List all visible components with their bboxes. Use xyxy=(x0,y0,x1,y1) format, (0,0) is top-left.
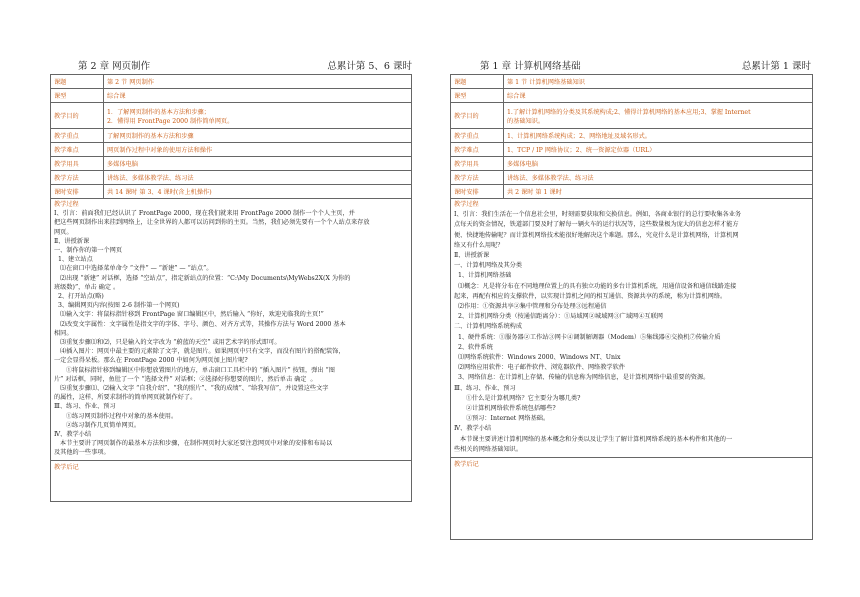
left-header xyxy=(50,58,412,74)
process-line: 1、计算机网络基础 xyxy=(454,272,512,280)
row-label: 教学方法 xyxy=(451,171,504,185)
row-value: 第 1 节 计算机网络基础知识 xyxy=(504,75,813,89)
objective-line: 1.了解计算机网络的分类及其系统构成;2、懂得计算机网络的基本应用;3、掌握 Internet xyxy=(507,108,751,116)
process-line: 2、计算机网络分类（按通信距离分）：①局域网②城域网③广域网④互联网 xyxy=(454,313,663,321)
right-teaching-records xyxy=(450,458,813,540)
row-label: 教学方法 xyxy=(51,171,104,185)
right-teaching-process xyxy=(450,199,813,458)
process-line: Ⅱ、讲授新课 xyxy=(454,252,490,260)
process-line: ⑸重复步骤⑴、⑵输入文字 “自我介绍”、“我的照片”、“我的成绩”、“给我写信”，并设置这些文字 xyxy=(54,385,329,393)
process-line: ⑵改变文字属性：文字属性是指文字的字体、字号、颜色、对齐方式等，其操作方法与 Word 2000 基本 xyxy=(54,320,346,328)
row-value: 网页制作过程中对象的使用方法和操作 xyxy=(104,143,412,157)
process-line: 本节课主要讲述计算机网络的基本概念和分类以及让学生了解计算机网络系统的基本构件和其他的一 xyxy=(454,435,733,443)
process-line: 点每天的资金情况，铁道部门要及时了解每一辆火车的运行状况等，这些数量极为庞大的信息怎样才能方 xyxy=(454,221,739,229)
process-title: 教学过程 xyxy=(54,201,79,208)
process-line: ⑴输入文字：将鼠标指针移到 FrontPage 窗口编辑区中，然后输入 “你好，欢迎光临我的主页!” xyxy=(54,311,324,319)
row-value: 1、计算机网络系统构成；2、网络地址及域名形式。 xyxy=(504,129,813,143)
process-line: ⑵作用：①资源共享②集中管理和分布处理③远程通信 xyxy=(454,303,607,311)
process-line: Ⅰ、引言：前面我们已经认识了 FrontPage 2000，现在我们就来用 FrontPage 2000 制作一个个人主页，并 xyxy=(54,210,355,218)
left-lesson-plan xyxy=(50,0,412,502)
process-line: Ⅳ、教学小结 xyxy=(54,431,92,439)
process-line: 起来，再配有相应的支撑软件，以实现计算机之间的相互通信、资源共享的系统，称为计算机网络。 xyxy=(454,292,727,300)
right-chapter-title: 第 1 章 计算机网络基础 xyxy=(480,61,581,72)
row-value: 共 2 课时 第 1 课时 xyxy=(504,185,813,199)
process-line: 便、快捷地传输呢？而计算机网络技术能很好地解决这个难题。那么，究竟什么是计算机网络，计算机网 xyxy=(454,231,739,239)
process-title: 教学过程 xyxy=(454,201,479,208)
process-line: Ⅳ、教学小结 xyxy=(454,425,492,433)
row-label: 教学难点 xyxy=(51,143,104,157)
process-line: 的属性，这样，所要求制作的简单网页就制作好了。 xyxy=(54,394,197,402)
process-line: 片” 对话框，同时，鱼肚了一个 “选择文件” 对话框；②选择好你想要的图片，然后单击 确定 。 xyxy=(54,375,317,383)
row-value: 第 2 节 网页制作 xyxy=(104,75,412,89)
process-line: 络又有什么用呢？ xyxy=(454,241,504,249)
left-info-table xyxy=(50,74,412,199)
process-line: ①将鼠标指针移到编辑区中你想放置图片的地方，单击窗口工具栏中的 “插入图片” 按钮，弹出 “图 xyxy=(54,366,335,374)
process-line: 本节主要讲了网页制作的最基本方法和步骤，在制作网页时大家还要注意网页中对象的安排和布局以 xyxy=(54,440,333,448)
process-line: 一、制作你的第一个网页 xyxy=(54,247,123,255)
process-line: ⑵出现 “新建” 对话框，选择 “空站点”，指定新站点的位置：“C:\My Documents\MyWebs2X(X 为你的 xyxy=(54,274,351,282)
process-line: ③预习：Internet 网络基础。 xyxy=(454,415,550,423)
objective-line: 的基础知识。 xyxy=(507,117,545,125)
row-label: 教学目的 xyxy=(51,103,104,129)
row-label: 课题 xyxy=(51,75,104,89)
row-value: 多媒体电脑 xyxy=(104,157,412,171)
process-line: Ⅲ、练习、作业、预习 xyxy=(54,403,116,411)
process-line: 一定会显得呆板。那么在 FrontPage 2000 中如何为网页加上图片呢? xyxy=(54,357,248,365)
process-line: Ⅰ、引言：我们生活在一个信息社会里，时刻需要获取和交换信息。例如，各商业银行的总行要收集各业务 xyxy=(454,211,742,219)
row-label: 课型 xyxy=(451,89,504,103)
process-line: ②计算机网络软件系统包括哪些? xyxy=(454,405,556,413)
row-label: 教学重点 xyxy=(51,129,104,143)
row-label: 教学难点 xyxy=(451,143,504,157)
row-value xyxy=(104,103,412,129)
process-line: 把这些网页制作出来挂到网络上，让全世界的人都可以访问到你的主页。当然，我们必须先要有一个个人站点来存放 xyxy=(54,219,370,227)
process-line: 及其他的一些事项。 xyxy=(54,449,110,457)
process-line: 一、计算机网络及其分类 xyxy=(454,262,523,270)
process-line: ②练习制作几页简单网页。 xyxy=(54,421,141,429)
right-info-table xyxy=(450,74,813,199)
left-chapter-title: 第 2 章 网页制作 xyxy=(78,61,151,72)
row-label: 教学目的 xyxy=(451,103,504,129)
process-line: ①什么是计算机网络？它主要分为哪几类? xyxy=(454,394,581,402)
right-header xyxy=(450,58,813,74)
process-line: 3、编辑网页内容(按图 2-6 制作第一个网页) xyxy=(54,302,180,310)
process-line: 些相关的网络基础知识。 xyxy=(454,445,523,453)
process-line: 2、软件系统 xyxy=(454,343,493,351)
process-line: ⑷插入图片：网页中最主要的元素除了文字，就是图片。如果网页中只有文字，而没有图片的搭配装饰， xyxy=(54,348,345,356)
process-line: ⑴在窗口中选择菜单命令 “文件” — “新建” — “站点”。 xyxy=(54,265,213,273)
row-value: 1、TCP / IP 网络协议；2、统一资源定位器（URL） xyxy=(504,143,813,157)
row-value: 讲练法、多媒体教学法、练习法 xyxy=(504,171,813,185)
left-total-hours: 总累计第 5、6 课时 xyxy=(327,61,412,72)
left-teaching-records xyxy=(50,461,412,502)
row-value: 了解网页制作的基本方法和步骤 xyxy=(104,129,412,143)
row-value: 综合课 xyxy=(104,89,412,103)
process-line: 3、网络信息：在计算机上存储、传输的信息称为网络信息，是计算机网络中最重要的资源。 xyxy=(454,374,710,382)
left-teaching-process xyxy=(50,199,412,461)
process-line: ⑴概念：凡是将分布在不同地理位置上的具有独立功能的多台计算机系统，用通信设备和通信线路连接 xyxy=(454,282,737,290)
row-value: 综合课 xyxy=(504,89,813,103)
row-label: 教学重点 xyxy=(451,129,504,143)
row-label: 课时安排 xyxy=(51,185,104,199)
process-line: 二、计算机网络系统构成 xyxy=(454,323,523,331)
row-value: 讲练法、多媒体教学法、练习法 xyxy=(104,171,412,185)
process-line: ⑶重复步骤⑴和⑵，只是输入的文字改为 “蔚蓝的天空” 或用艺术字的形式即可。 xyxy=(54,339,281,347)
row-label: 课题 xyxy=(451,75,504,89)
records-title: 教学后记 xyxy=(454,461,479,469)
process-line: 1、硬件系统：①服务器②工作站③网卡④调制解调器（Modem）⑤集线器⑥交换机⑦传输介质 xyxy=(454,333,721,341)
right-total-hours: 总累计第 1 课时 xyxy=(741,61,811,72)
right-lesson-plan xyxy=(450,0,813,540)
row-value xyxy=(504,103,813,129)
process-line: 相同。 xyxy=(54,329,73,337)
process-line: 1、建立站点 xyxy=(54,256,93,264)
row-label: 课型 xyxy=(51,89,104,103)
process-line: ①练习网页制作过程中对象的基本使用。 xyxy=(54,412,178,420)
process-line: 网页。 xyxy=(54,228,73,236)
process-line: ⑵网络应用软件：电子邮件软件、浏览器软件、网络教学软件 xyxy=(454,364,625,372)
row-value: 多媒体电脑 xyxy=(504,157,813,171)
row-label: 教学用具 xyxy=(51,157,104,171)
objective-line: 2．懂得用 FrontPage 2000 制作简单网页。 xyxy=(107,117,234,125)
records-title: 教学后记 xyxy=(54,463,79,471)
process-line: 2、打开站点(略) xyxy=(54,293,104,301)
process-line: 班级数)”，单击 确定 。 xyxy=(54,283,120,291)
process-line: Ⅲ、练习、作业、预习 xyxy=(454,384,516,392)
process-line: Ⅱ、讲授新课 xyxy=(54,237,90,245)
row-label: 课时安排 xyxy=(451,185,504,199)
objective-line: 1．了解网页制作的基本方法和步骤； xyxy=(107,108,210,116)
row-label: 教学用具 xyxy=(451,157,504,171)
row-value: 共 14 课时 第 3、4 课时(含上机操作) xyxy=(104,185,412,199)
process-line: ⑴网络系统软件：Windows 2000、Windows NT、Unix xyxy=(454,354,621,362)
